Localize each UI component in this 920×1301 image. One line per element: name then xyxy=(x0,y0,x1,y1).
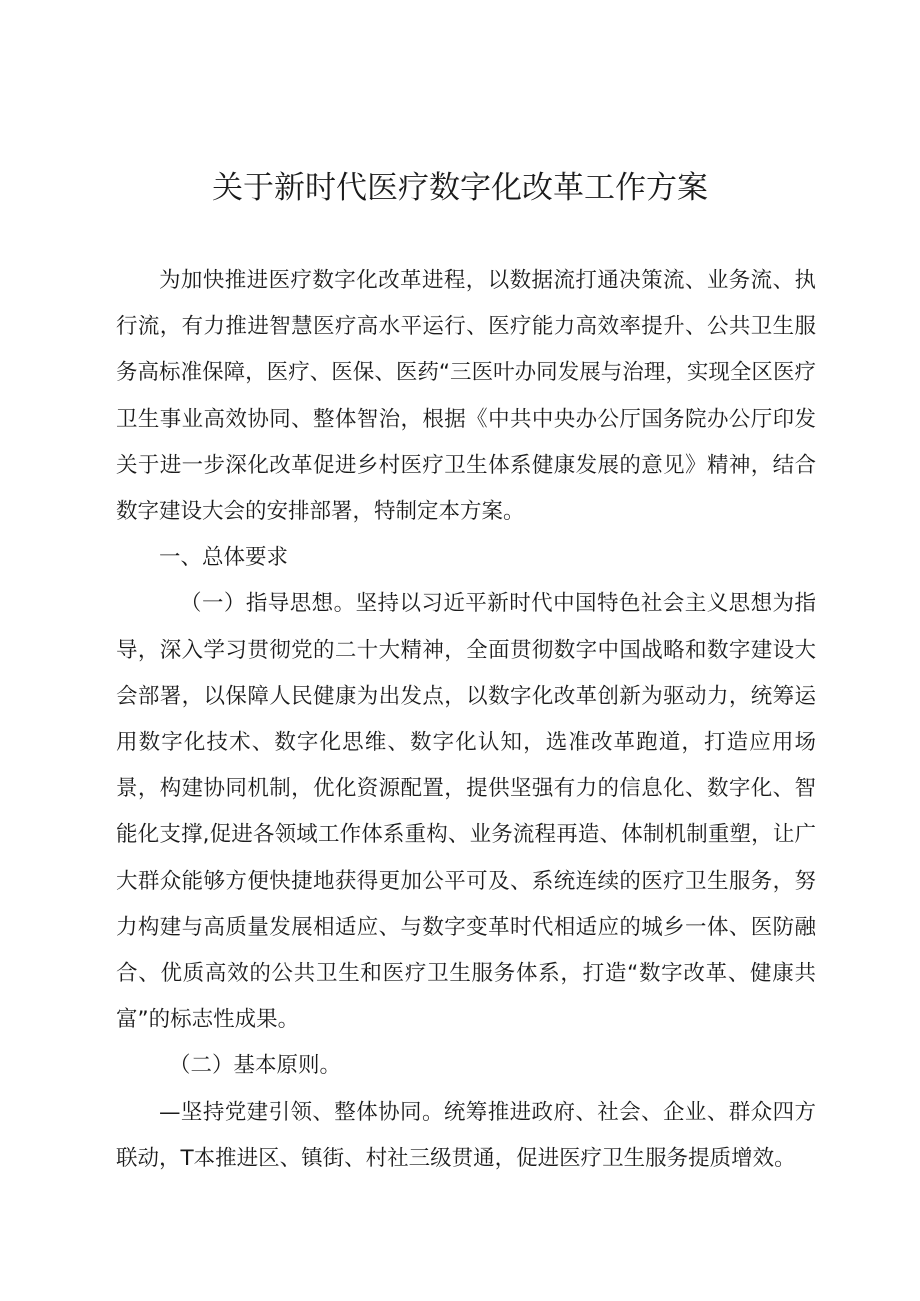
guiding-ideology-paragraph: （一）指导思想。坚持以习近平新时代中国特色社会主义思想为指导，深入学习贯彻党的二十大精神，全面贯彻数字中国战略和数字建设大会部署，以保障人民健康为出发点，以数字化改革创新为驱动力，统筹运用数字化技术、数字化思维、数字化认知，选准改革跑道，打造应用场景，构建协同机制，优化资源配置，提供坚强有力的信息化、数字化、智能化支撑,促进各领域工作体系重构、业务流程再造、体制机制重塑，让广大群众能够方便快捷地获得更加公平可及、系统连续的医疗卫生服务，努力构建与高质量发展相适应、与数字变革时代相适应的城乡一体、医防融合、优质高效的公共卫生和医疗卫生服务体系，打造“数字改革、健康共富”的标志性成果。 xyxy=(116,591,816,1033)
principle-paragraph: —坚持党建引领、整体协同。统筹推进政府、社会、企业、群众四方联动，T本推进区、镇街、村社三级贯通，促进医疗卫生服务提质增效。 xyxy=(116,1099,816,1171)
basic-principles-heading: （二）基本原则。 xyxy=(169,1053,342,1079)
intro-paragraph: 为加快推进医疗数字化改革进程，以数据流打通决策流、业务流、执行流，有力推进智慧医疗高水平运行、医疗能力高效率提升、公共卫生服务高标准保障，医疗、医保、医药“三医叶办同发展与治理，实现全区医疗卫生事业高效协同、整体智治，根据《中共中央办公厅国务院办公厅印发关于进一步深化改革促进乡村医疗卫生体系健康发展的意见》精神，结合数字建设大会的安排部署，特制定本方案。 xyxy=(116,268,816,525)
section-heading-general-requirements: 一、总体要求 xyxy=(159,545,289,571)
document-body xyxy=(116,258,816,1182)
document-title: 关于新时代医疗数字化改革工作方案 xyxy=(212,170,708,206)
